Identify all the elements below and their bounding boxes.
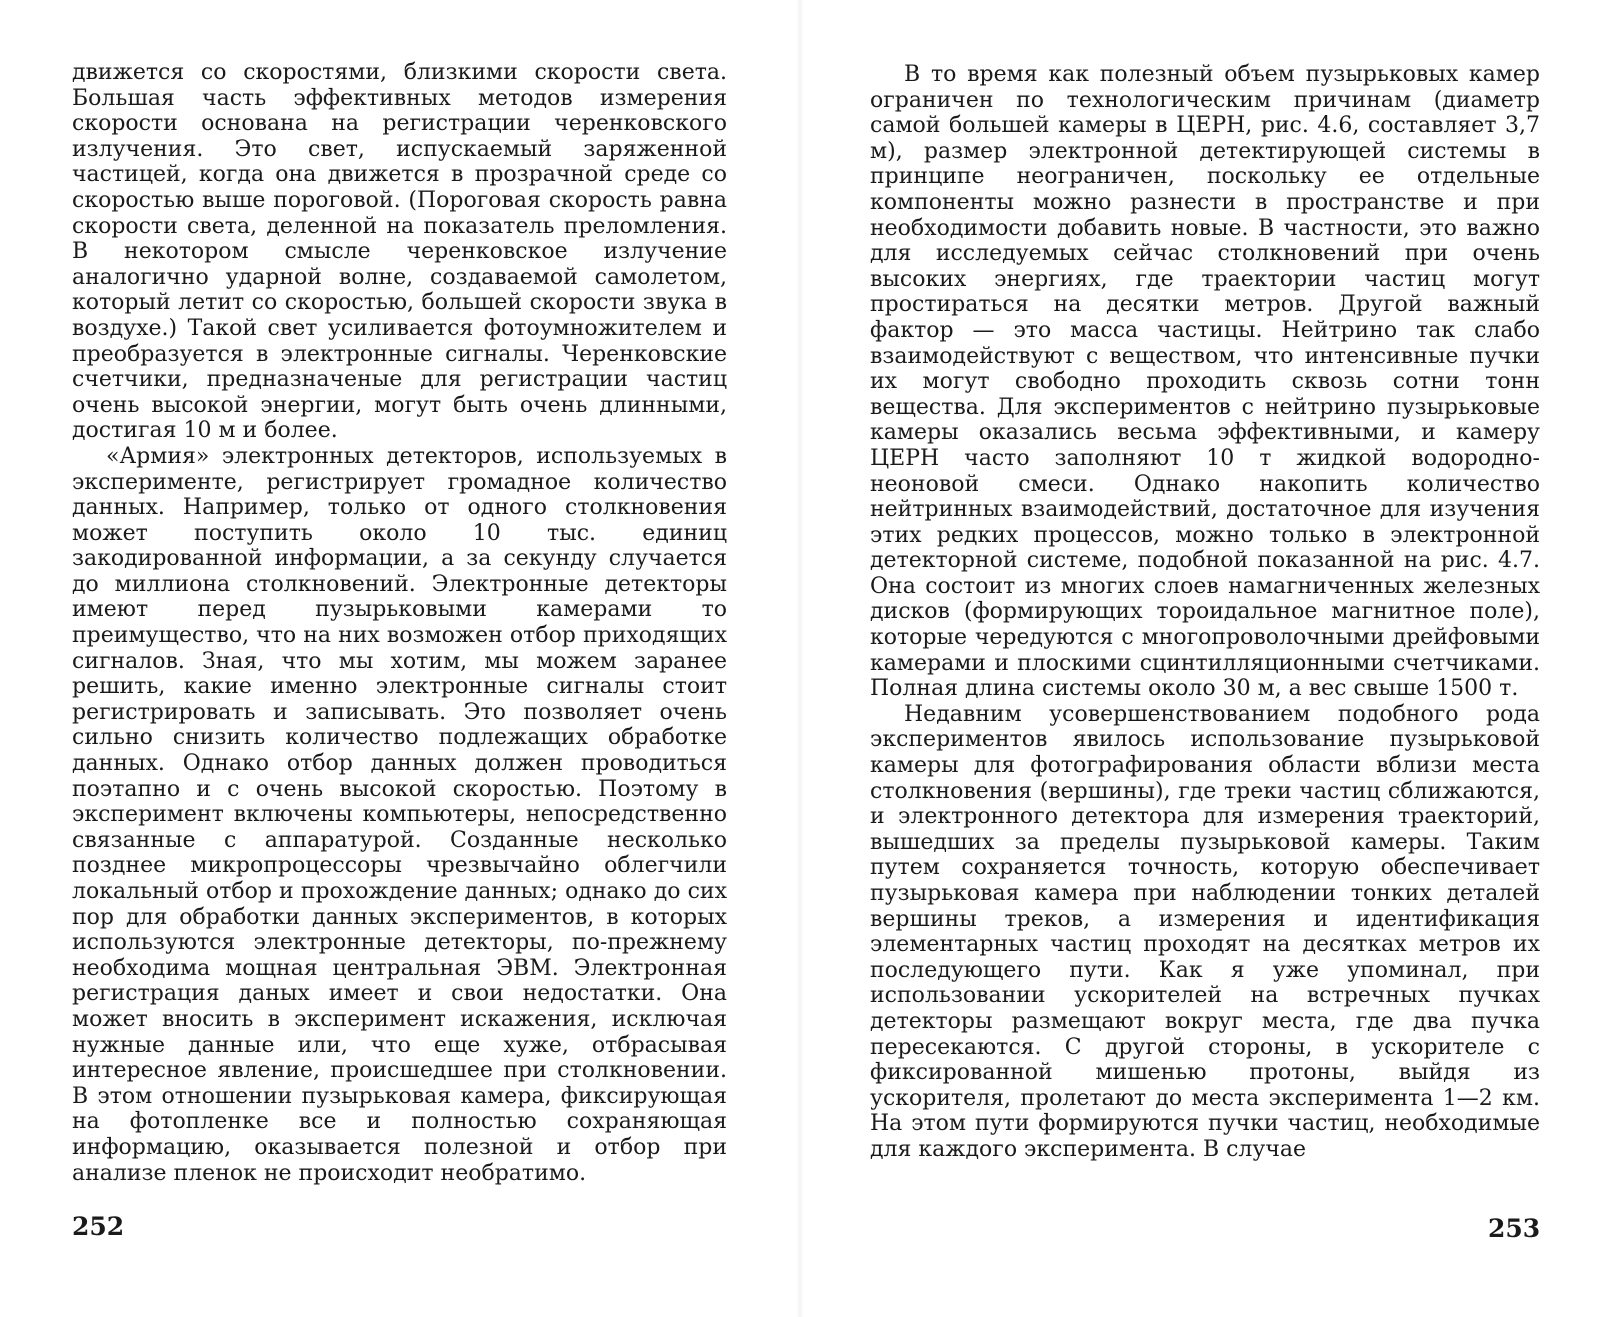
paragraph: «Армия» электронных детекторов, используемых в эксперименте, регистрирует громадное количество данных. Например, только от одного столкновения может поступить около 10 тыс. единиц закодированной информации, а за секунду случается до миллиона столкновений. Электронные детекторы имеют перед пузырьковыми камерами то преимущество, что на них возможен отбор приходящих сигналов. Зная, что мы хотим, мы можем заранее решить, какие именно электронные сигналы стоит регистрировать и записывать. Это позволяет очень сильно снизить количество подлежащих обработке данных. Однако отбор данных должен проводиться поэтапно и с очень высокой скоростью. Поэтому в эксперимент включены компьютеры, непосредственно связанные с аппаратурой. Созданные несколько позднее микропроцессоры чрезвычайно облегчили локальный отбор и прохождение данных; однако до сих пор для обработки данных экспериментов, в которых используются электронные детекторы, по-прежнему необходима мощная центральная ЭВМ. Электронная регистрация даных имеет и свои недостатки. Она может вносить в эксперимент искажения, исключая нужные данные или, что еще хуже, отбрасывая интересное явление, происшедшее при столкновении. В этом отношении пузырьковая камера, фиксирующая на фотопленке все и полностью сохраняющая информацию, оказывается полезной и отбор при анализе пленок не происходит необратимо. (72, 443, 727, 1186)
page-number: 252 (72, 1212, 125, 1241)
page-number: 253 (1488, 1214, 1541, 1243)
right-text-column (870, 62, 1540, 1163)
book-gutter (796, 0, 804, 1317)
paragraph: Недавним усовершенствованием подобного рода экспериментов явилось использование пузырьковой камеры для фотографирования области вблизи места столкновения (вершины), где треки частиц сближаются, и электронного детектора для измерения траекторий, вышедших за пределы пузырьковой камеры. Таким путем сохраняется точность, которую обеспечивает пузырьковая камера при наблюдении тонких деталей вершины треков, а измерения и идентификация элементарных частиц проходят на десятках метров их последующего пути. Как я уже упоминал, при использовании ускорителей на встречных пучках детекторы размещают вокруг места, где два пучка пересекаются. С другой стороны, в ускорителе с фиксированной мишенью протоны, выйдя из ускорителя, пролетают до места эксперимента 1—2 км. На этом пути формируются пучки частиц, необходимые для каждого эксперимента. В случае (870, 701, 1540, 1162)
paragraph: В то время как полезный объем пузырьковых камер ограничен по технологическим причинам (диаметр самой большей камеры в ЦЕРН, рис. 4.6, составляет 3,7 м), размер электронной детектирующей системы в принципе неограничен, поскольку ее отдельные компоненты можно разнести в пространстве и при необходимости добавить новые. В частности, это важно для исследуемых сейчас столкновений при очень высоких энергиях, где траектории частиц могут простираться на десятки метров. Другой важный фактор — это масса частицы. Нейтрино так слабо взаимодействуют с веществом, что интенсивные пучки их могут свободно проходить сквозь сотни тонн вещества. Для экспериментов с нейтрино пузырьковые камеры оказались весьма эффективными, и камеру ЦЕРН часто заполняют 10 т жидкой водородно-неоновой смеси. Однако накопить количество нейтринных взаимодействий, достаточное для изучения этих редких процессов, можно только в электронной детекторной системе, подобной показанной на рис. 4.7. Она состоит из многих слоев намагниченных железных дисков (формирующих тороидальное магнитное поле), которые чередуются с многопроволочными дрейфовыми камерами и плоскими сцинтилляционными счетчиками. Полная длина системы около 30 м, а вес свыше 1500 т. (870, 62, 1540, 702)
left-text-column (72, 60, 727, 1186)
paragraph: движется со скоростями, близкими скорости света. Большая часть эффективных методов измерения скорости основана на регистрации черенковского излучения. Это свет, испускаемый заряженной частицей, когда она движется в прозрачной среде со скоростью выше пороговой. (Пороговая скорость равна скорости света, деленной на показатель преломления. В некотором смысле черенковское излучение аналогично ударной волне, создаваемой самолетом, который летит со скоростью, большей скорости звука в воздухе.) Такой свет усиливается фотоумножителем и преобразуется в электронные сигналы. Черенковские счетчики, предназначеные для регистрации частиц очень высокой энергии, могут быть очень длинными, достигая 10 м и более. (72, 60, 727, 444)
